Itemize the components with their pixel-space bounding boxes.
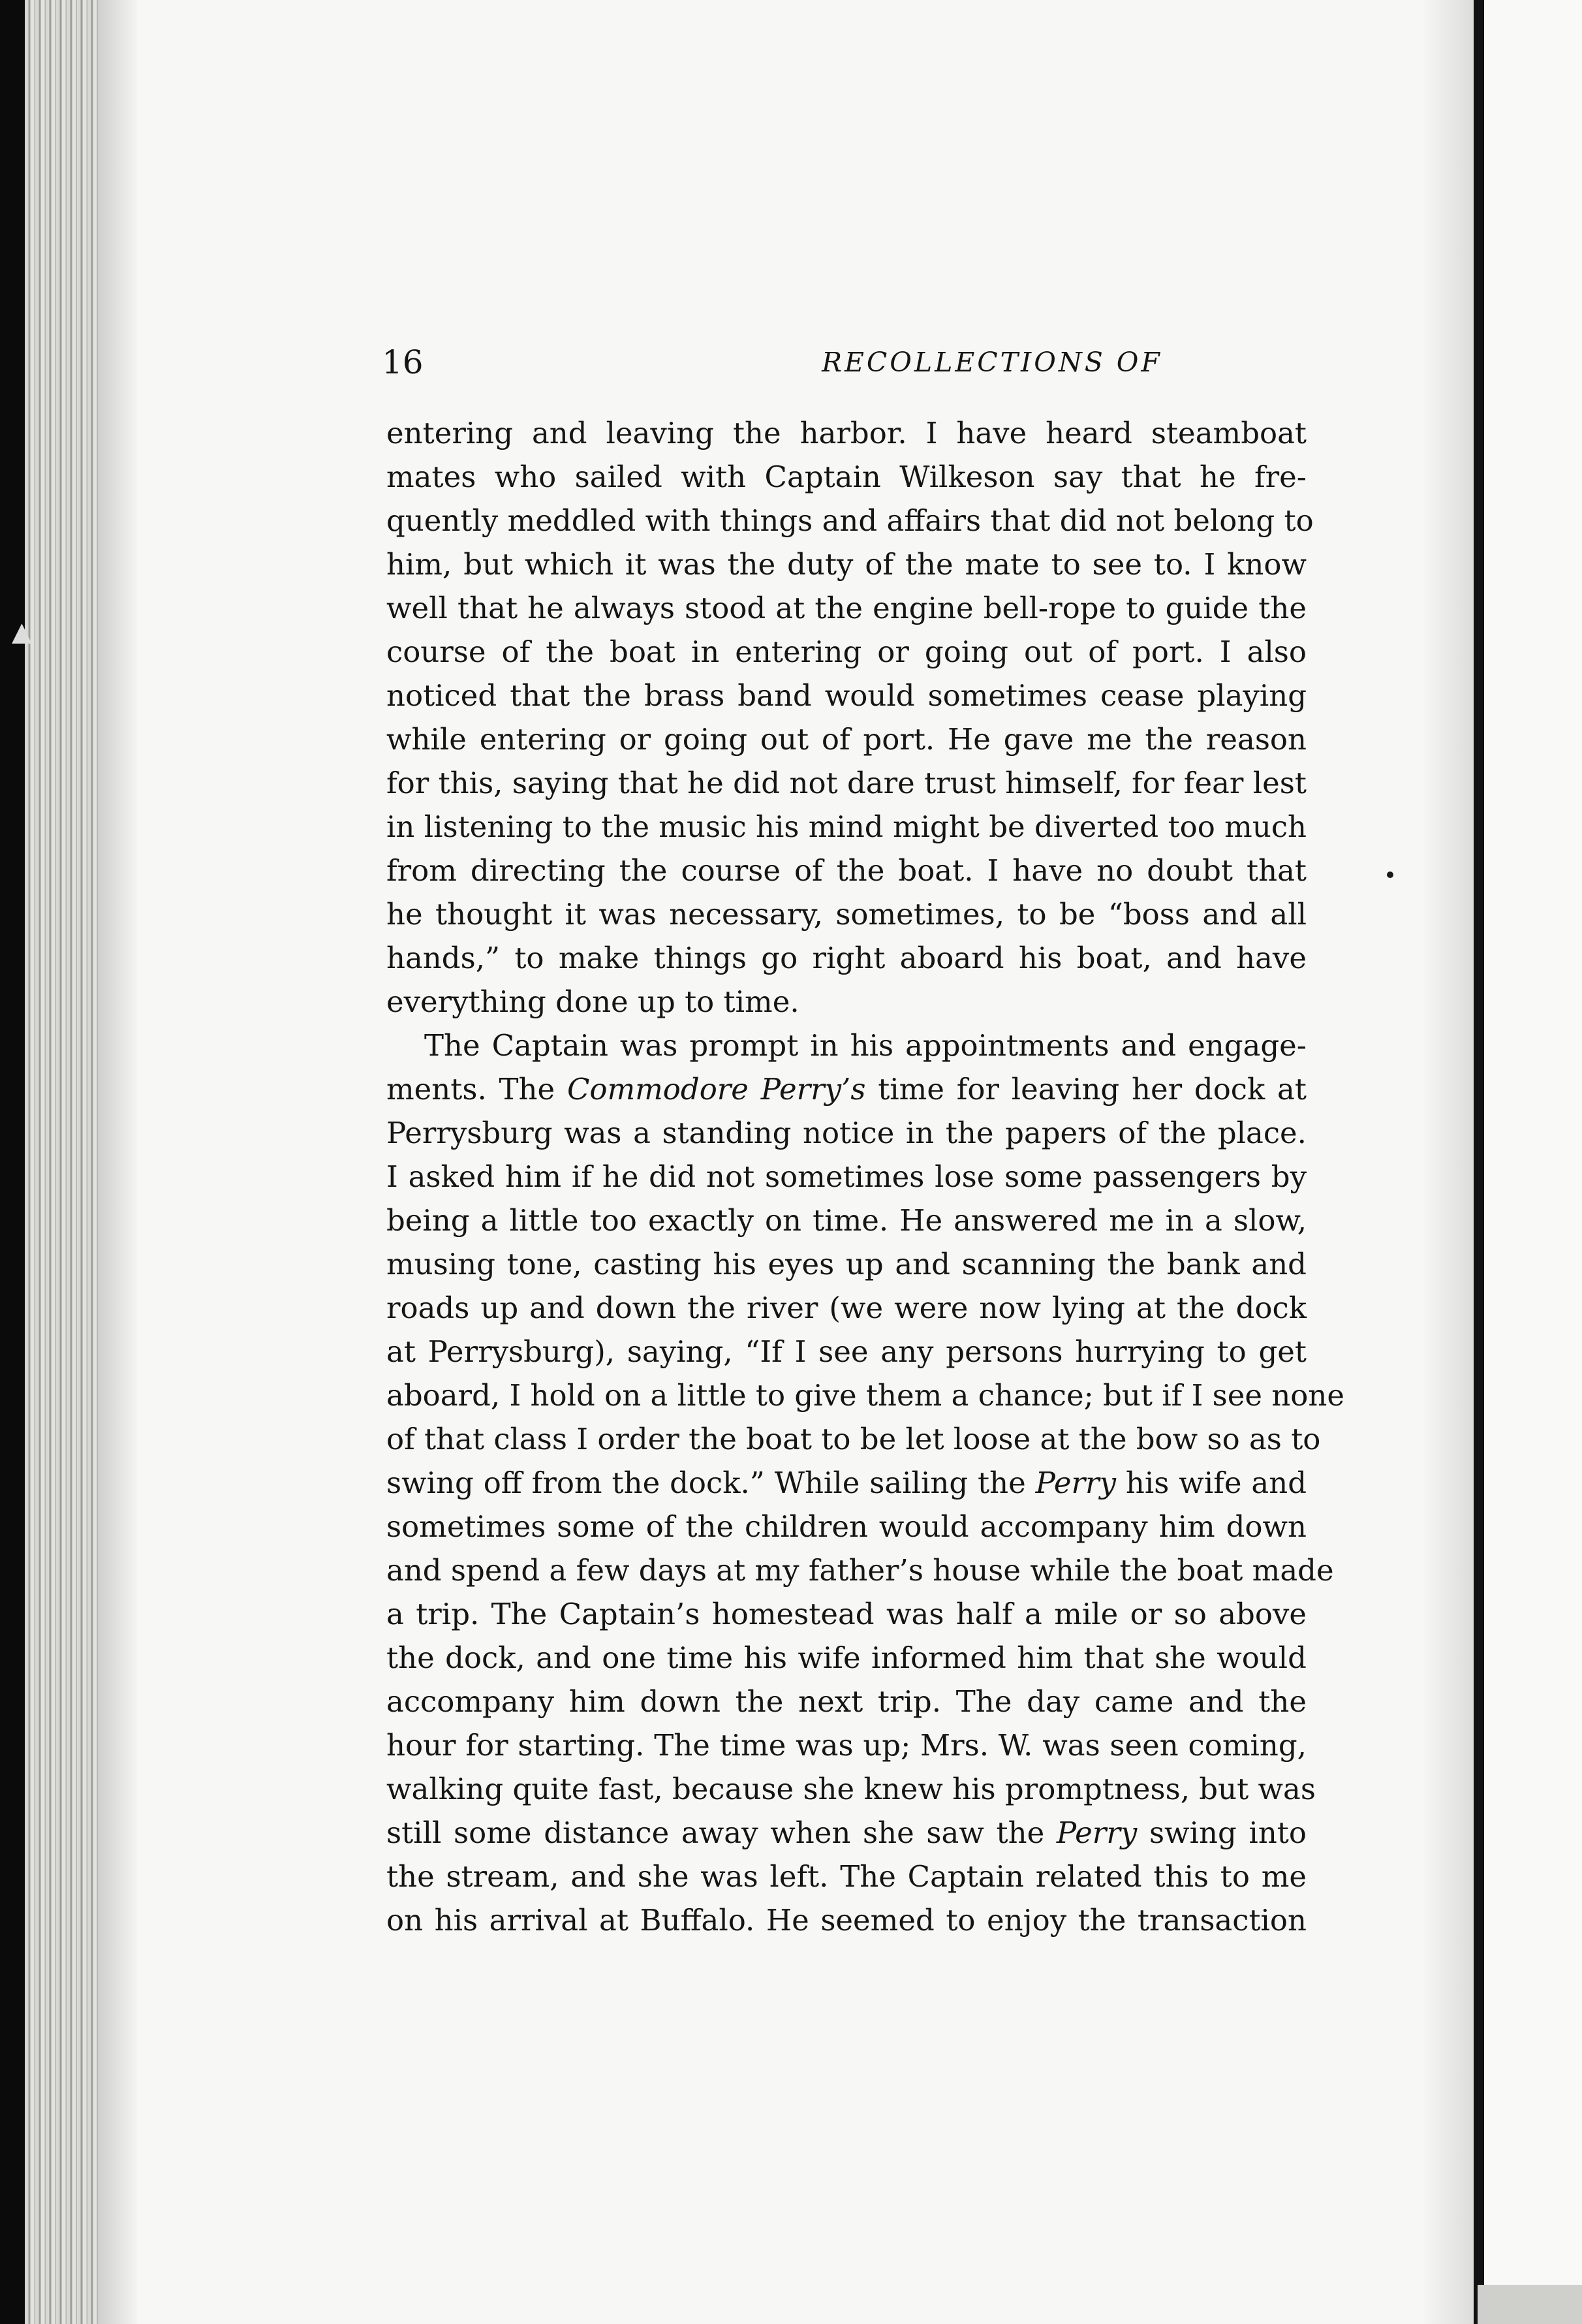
running-header	[382, 336, 1309, 388]
text-line: a trip. The Captain’s homestead was half a mile or so above	[386, 1597, 1307, 1631]
margin-mark-icon: ▲	[12, 617, 32, 647]
text-line: him, but which it was the duty of the mate to see to. I know	[386, 547, 1307, 582]
italic-ship-name: Commodore Perry’s	[566, 1072, 866, 1107]
scan-corner	[1478, 2285, 1582, 2324]
text-line: hands,” to make things go right aboard his boat, and have	[386, 941, 1307, 975]
text-line: he thought it was necessary, sometimes, to be “boss and all	[386, 897, 1307, 932]
text-line: sometimes some of the children would accompany him down	[386, 1509, 1307, 1544]
paragraph-1	[386, 411, 1314, 1024]
text-line: roads up and down the river (we were now lying at the dock	[386, 1291, 1307, 1325]
paragraph-2	[386, 1024, 1345, 1942]
page-edge-shadow	[98, 0, 137, 2324]
ink-speck	[1387, 872, 1393, 878]
italic-ship-name: Perry	[1056, 1815, 1138, 1850]
scan-border	[0, 0, 25, 2324]
text-line: aboard, I hold on a little to give them a chance; but if I see none	[386, 1378, 1345, 1413]
text-line: well that he always stood at the engine bell-rope to guide the	[386, 591, 1307, 625]
text-lines-group	[386, 1855, 1307, 1942]
page-fold-line	[1474, 0, 1484, 2324]
text-line: walking quite fast, because she knew his promptness, but was	[386, 1772, 1316, 1806]
text-line: on his arrival at Buffalo. He seemed to enjoy the transaction	[386, 1903, 1307, 1938]
text-line: everything done up to time.	[386, 984, 799, 1019]
text-line: from directing the course of the boat. I have no doubt that	[386, 853, 1307, 888]
text-line: for this, saying that he did not dare trust himself, for fear lest	[386, 766, 1307, 800]
text-lines-group	[386, 1505, 1334, 1811]
running-title: RECOLLECTIONS OF	[822, 347, 1162, 378]
text-line: at Perrysburg), saying, “If I see any persons hurrying to get	[386, 1334, 1307, 1369]
text-lines-group	[386, 1111, 1345, 1461]
text-line: The Captain was prompt in his appointments and engage-	[424, 1028, 1307, 1063]
text-line: accompany him down the next trip. The day came and the	[386, 1684, 1307, 1719]
text-line: quently meddled with things and affairs that did not belong to	[386, 503, 1314, 538]
text-line: still some distance away when she saw the Perry swing into	[386, 1815, 1307, 1850]
text-line: of that class I order the boat to be let loose at the bow so as to	[386, 1422, 1321, 1456]
text-line: Perrysburg was a standing notice in the papers of the place.	[386, 1116, 1307, 1150]
italic-ship-name: Perry	[1035, 1466, 1116, 1500]
page-number: 16	[382, 343, 424, 381]
text-line: the stream, and she was left. The Captain related this to me	[386, 1859, 1307, 1894]
text-line: mates who sailed with Captain Wilkeson say that he fre-	[386, 460, 1307, 494]
text-line: swing off from the dock.” While sailing the Perry his wife and	[386, 1466, 1307, 1500]
text-line: I asked him if he did not sometimes lose some passengers by	[386, 1159, 1307, 1194]
gutter-shadow	[1423, 0, 1475, 2324]
text-line: while entering or going out of port. He gave me the reason	[386, 722, 1307, 757]
text-line: entering and leaving the harbor. I have heard steamboat	[386, 416, 1307, 450]
body-text	[386, 411, 1345, 1942]
text-line: and spend a few days at my father’s house while the boat made	[386, 1553, 1334, 1588]
text-line: hour for starting. The time was up; Mrs. W. was seen coming,	[386, 1728, 1307, 1763]
text-line: the dock, and one time his wife informed him that she would	[386, 1641, 1307, 1675]
text-line: ments. The Commodore Perry’s time for leaving her dock at	[386, 1072, 1307, 1107]
text-line: noticed that the brass band would sometimes cease playing	[386, 678, 1307, 713]
text-line: in listening to the music his mind might be diverted too much	[386, 809, 1307, 844]
text-line: course of the boat in entering or going out of port. I also	[386, 635, 1307, 669]
text-line: musing tone, casting his eyes up and scanning the bank and	[386, 1247, 1307, 1281]
text-line: being a little too exactly on time. He answered me in a slow,	[386, 1203, 1307, 1238]
facing-page-edge	[1484, 0, 1582, 2324]
